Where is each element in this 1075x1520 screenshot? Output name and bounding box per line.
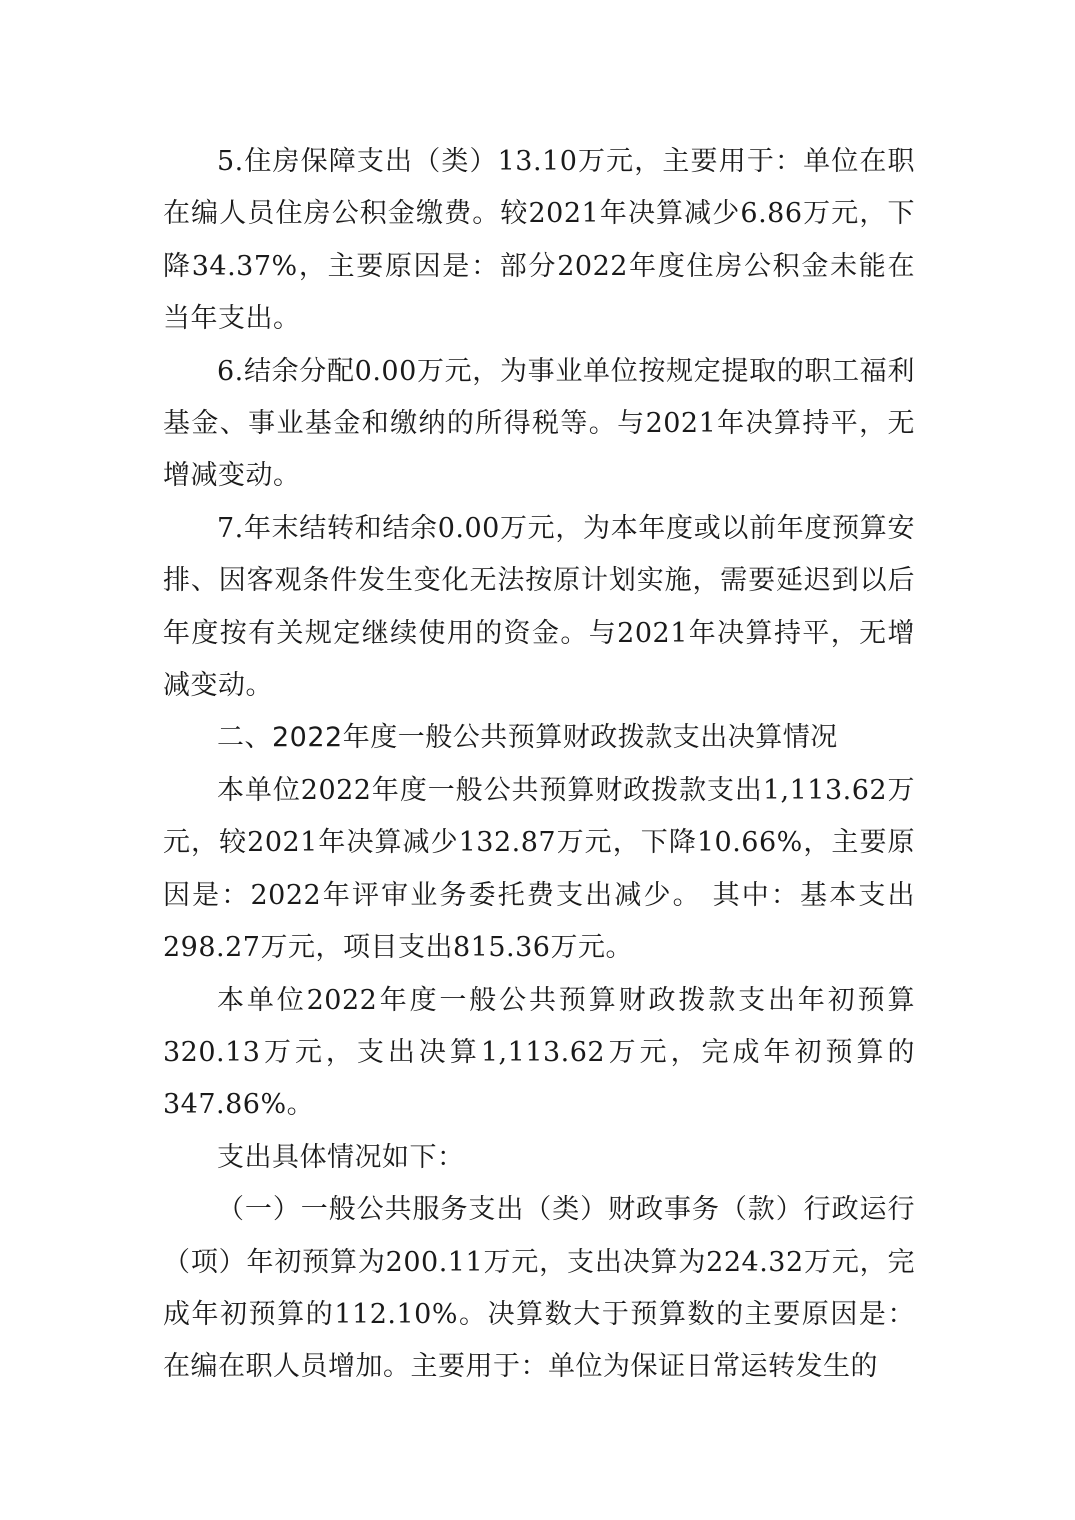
paragraph-general-public-services: （一）一般公共服务支出（类）财政事务（款）行政运行（项）年初预算为200.11万元，支出决算为224.32万元，完成年初预算的112.10%。决算数大于预算数的主要原因是：在编在职人员增加。主要用于：单位为保证日常运转发生的: [163, 1194, 915, 1383]
document-page: [163, 136, 915, 1394]
paragraph-budget-completion: 本单位2022年度一般公共预算财政拨款支出年初预算320.13万元，支出决算1,113.62万元，完成年初预算的347.86%。: [163, 984, 915, 1121]
paragraph-housing-expenditure: 5.住房保障支出（类）13.10万元，主要用于：单位在职在编人员住房公积金缴费。较2021年决算减少6.86万元，下降34.37%，主要原因是：部分2022年度住房公积金未能在当年支出。: [163, 146, 915, 335]
paragraph-surplus-distribution: 6.结余分配0.00万元，为事业单位按规定提取的职工福利基金、事业基金和缴纳的所得税等。与2021年决算持平，无增减变动。: [163, 355, 915, 492]
paragraph-total-expenditure: 本单位2022年度一般公共预算财政拨款支出1,113.62万元，较2021年决算减少132.87万元，下降10.66%，主要原因是：2022年评审业务委托费支出减少。 其中：基本支出298.27万元，项目支出815.36万元。: [163, 774, 915, 964]
paragraph-year-end-carryover: 7.年末结转和结余0.00万元，为本年度或以前年度预算安排、因客观条件发生变化无法按原计划实施，需要延迟到以后年度按有关规定继续使用的资金。与2021年决算持平，无增减变动。: [163, 512, 915, 702]
paragraph-details-intro: 支出具体情况如下：: [217, 1141, 465, 1173]
section-heading: 二、2022年度一般公共预算财政拨款支出决算情况: [217, 722, 838, 754]
